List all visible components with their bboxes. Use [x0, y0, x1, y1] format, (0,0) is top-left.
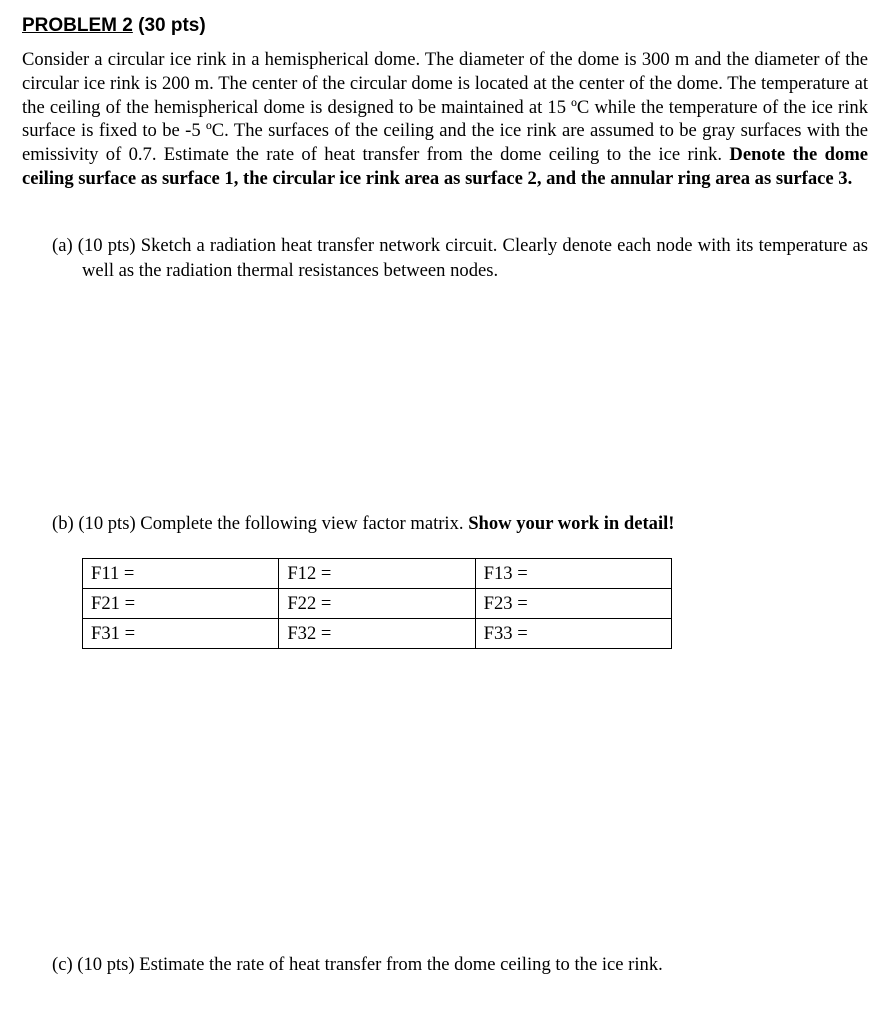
table-cell-f32: F32 =	[279, 619, 475, 649]
table-cell-f11: F11 =	[83, 559, 279, 589]
problem-points: (30 pts)	[132, 15, 206, 36]
part-a-question: (a) (10 pts) Sketch a radiation heat transfer network circuit. Clearly denote each node with its temperature as well as the radiation thermal resistances between nodes.	[52, 235, 868, 281]
table-row	[83, 559, 672, 589]
table-cell-f22: F22 =	[279, 589, 475, 619]
part-b-question	[52, 511, 675, 536]
problem-statement	[22, 48, 868, 191]
table-cell-f21: F21 =	[83, 589, 279, 619]
table-row	[83, 619, 672, 649]
problem-heading	[22, 14, 206, 38]
part-b-emphasis: Show your work in detail!	[468, 513, 675, 534]
problem-statement-text: Consider a circular ice rink in a hemispherical dome. The diameter of the dome is 300 m and the diameter of the circular ice rink is 200 m. The center of the circular dome is located at the center of the dome. The temperature at the ceiling of the hemispherical dome is designed to be maintained at 15 ºC while the temperature of the ice rink surface is fixed to be -5 ºC. The surfaces of the ceiling and the ice rink are assumed to be gray surfaces with the emissivity of 0.7. Estimate the rate of heat transfer from the dome ceiling to the ice rink.	[22, 49, 868, 166]
table-cell-f13: F13 =	[475, 559, 671, 589]
table-cell-f12: F12 =	[279, 559, 475, 589]
table-cell-f31: F31 =	[83, 619, 279, 649]
table-cell-f33: F33 =	[475, 619, 671, 649]
view-factor-matrix-table	[82, 558, 672, 649]
table-row	[83, 589, 672, 619]
problem-title: PROBLEM 2	[22, 15, 133, 36]
table-cell-f23: F23 =	[475, 589, 671, 619]
problem-statement-surface-definitions: Denote the dome ceiling surface as surface 1, the circular ice rink area as surface 2, and the annular ring area as surface 3.	[22, 144, 868, 189]
part-c-question: (c) (10 pts) Estimate the rate of heat transfer from the dome ceiling to the ice rink.	[52, 954, 663, 975]
part-b-text: (b) (10 pts) Complete the following view factor matrix.	[52, 513, 469, 534]
